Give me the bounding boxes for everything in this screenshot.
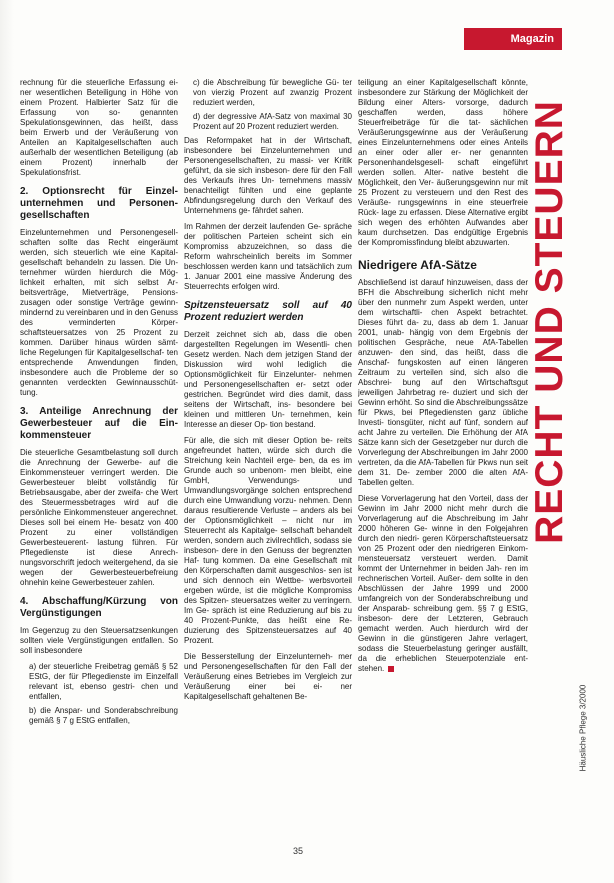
list-item: • c) die Abschreibung für bewegliche Gü- ter von vierzig Prozent auf zwanzig Prozent reduziert werden, <box>193 78 352 108</box>
source-text: Häusliche Pflege 3/2000 <box>578 684 588 772</box>
list-item: • d) der degressive AfA-Satz von maximal 30 Prozent auf 20 Prozent reduziert werden. <box>193 112 352 132</box>
list-item: • a) der steuerliche Freibetrag gemäß § 52 EStG, der für Pflegedienste im Einzelfall relevant ist, ebenso gestri- chen und entfallen, <box>29 662 178 702</box>
paragraph: Die Besserstellung der Einzelunterneh- mer und Personengesellschaften für den Fall der Veräußerung eines Betriebes im Vergleich zur Veräußerung einer bei ei- ner Kapitalgesellschaft gehaltenen Be- <box>184 652 352 701</box>
paragraph-text: Diese Vorverlagerung hat den Vorteil, dass der Gewinn im Jahr 2000 nicht mehr durch die Vorverlagerung auf die Abschreibung im Jahr 2000 höheren Ge- winne in den Folgejahren durch den niedri- geren Körperschaftsteuersatz von 25 Prozent oder den niedrigeren Einkom- mensteuersatz versteuert werden. Damit kommt der Unternehmer in beiden Jah- ren im rechnerischen Vorteil. Außer- dem sollte in den Abschlüssen der Jahre 1999 und 2000 umfangreich von der Sonderabschreibung und der Ansparab- schreibung gem. §§ 7 g EStG, insbeson- dere der Letzteren, Gebrauch gemacht werden. Auch hierdurch wird der Gewinn in die günstigeren Jahre verlagert, sodass die Steuerbelastung geringer ausfällt, da die erheblichen Steuerpotenziale ent- stehen. <box>358 494 528 673</box>
subheading: Niedrigere AfA-Sätze <box>358 258 477 272</box>
end-of-article-square <box>388 666 394 672</box>
column-1 <box>20 78 178 847</box>
subheading: 2. Optionsrecht für Einzel- unternehmen und Personen- gesellschaften <box>20 186 178 221</box>
subheading: Spitzensteuersatz soll auf 40 Prozent reduziert werden <box>184 300 352 323</box>
spine-title: RECHT UND STEUERN <box>528 100 571 544</box>
paragraph: Im Rahmen der derzeit laufenden Ge- spräche der politischen Parteien scheint sich ein Kompromiss abzuzeichnen, so dass die Reform wahrscheinlich bereits im Sommer beschlossen werden kann und tatsächlich zum 1. Januar 2001 eine massive Änderung des Steuerrechts erfolgen wird. <box>184 222 352 291</box>
subheading: 3. Anteilige Anrechnung der Gewerbesteuer auf die Ein- kommensteuer <box>20 406 178 441</box>
list <box>184 78 352 132</box>
paragraph: Das Reformpaket hat in der Wirtschaft, insbesondere bei Einzelunternehmen und Personengesellschaften, zu massi- ver Kritik geführt, da sie sich insbeson- dere für den Fall des Verkaufs ihres Un- ternehmens massiv benachteiligt fühlten und eine geplante Abfindungsregelung durch den Verkauf des Unternehmens ge- fährdet sahen. <box>184 136 352 215</box>
section-spine <box>528 62 572 582</box>
paragraph: Für alle, die sich mit dieser Option be- reits angefreundet hatten, würde sich durch die Streichung kein Nachteil erge- ben, da es im Grunde auch so unbenom- men bleibt, eine GmbH, Verwendungs- und Umwandlungsvorgänge solchen entsprechend durch eine Umwandlung vorzu- nehmen. Denn daraus resultierende Verluste – anders als bei der Optionsmöglichkeit – nicht nur im Steuerrecht als Kapitalge- sellschaft behandelt werden, sondern auch zivilrechtlich, sodass sie insbeson- dere in den Genuss der begrenzten Haf- tung kommen. Da eine Gesellschaft mit den Körperschaften damit ausgeschlos- sen ist und sich dennoch ein Wettbe- werbsvorteil ergeben würde, ist die mögliche Kompromiss des Spitzen- steuersatzes weiter zu verringern. Im Ge- spräch ist eine Reduzierung auf bis zu 40 Prozent-Punkte, das heißt eine Re- duzierung des Spitzensteuersatzes auf 40 Prozent. <box>184 436 352 645</box>
paragraph: Einzelunternehmen und Personengesell- schaften sollte das Recht eingeräumt werden, sich steuerlich wie eine Kapital- gesellschaft behandeln zu lassen. Die Un- ternehmer würden hierdurch die Mög- lichkeit erhalten, mit sich selbst Ar- beitsverträge, Mietverträge, Pensions- zusagen oder sonstige Verträge gewinn- mindernd zu vereinbaren und in den Genuss des verminderten Körper- schaftsteuersatzes von 25 Prozent zu kommen. Darüber hinaus würden sämt- liche Regelungen für Kapitalgesellschaf- ten entsprechende Anwendungen finden, insbesondere auch die Probleme der so genannten verdeckten Gewinnausschüt- tung. <box>20 228 178 397</box>
column-3 <box>358 78 528 847</box>
paragraph: Abschließend ist darauf hinzuweisen, dass der BFH die Abschreibung sicherlich nicht mehr über den nunmehr zum Aspekt werden, unter dem wirtschaftli- chen Aspekt betrachtet. Dieses führt da- zu, dass ab dem 1. Januar 2001, unab- hängig von dem Ergebnis der politischen Gespräche, neue AfA-Tabellen anzuwen- den sind, das heißt, dass die Anschaf- fungskosten auf einen längeren Zeitraum zu verteilen sind, sich also die Abschrei- bung auf den Wirtschaftsgut jeweiligen Jahrbetrag re- duziert und sich der Gewinn erhöht. So sind die Abschreibungssätze für Pkws, bei Pflegediensten ganz übliche Investi- tionsgüter, nicht auf fünf, sondern auf acht Jahre zu verteilen. Die Erhöhung der AfA Sätze kann sich der Gesetzgeber nur durch die Vorverlegung der Abschreibungen im Jahr 2000 vertreten, da die AfA-Tabellen für Pkws nun seit dem 31. De- zember 2000 die alten AfA-Tabellen gelten. <box>358 278 528 487</box>
paragraph: rechnung für die steuerliche Erfassung ei- ner wesentlichen Beteiligung in Höhe von einem Prozent. Halbierter Satz für die Erfassung von so- genannten Spekulationsgewinnen, das heißt, dass beim Erwerb und der Veräußerung von Anteilen an Kapitalgesellschaften auch außerhalb der wesentlichen Beteiligung (ab einem Prozent) innerhalb der Spekulationsfrist. <box>20 78 178 177</box>
paragraph: teiligung an einer Kapitalgesellschaft könnte, insbesondere zur Stärkung der Möglichkeit der Bildung einer Alters- vorsorge, dadurch geschaffen werden, dass höhere Steuerfreibeträge für die tat- sächlichen Veräußerungsgewinne aus der Veräußerung eines Einzelunternehmens oder eines Anteils an einer oder aller er- ner genannten Personenhandelsgesell- schaft eingeführt werden sollen. Alter- native besteht die Möglichkeit, den Ver- äußerungsgewinn nur mit 25 Prozent zu versteuern und den Rest des Veräuße- rungsgewinns in eine steuerfreie Rück- lage zu erfassen. Diese Alternative ergibt sich wegen des erhöhten Aufwandes aber kaum durchsetzen. Das endgültige Ergebnis der Kompromissfindung bleibt abzuwarten. <box>358 78 528 247</box>
page-margin-shadow <box>0 0 14 883</box>
list-item: • b) die Anspar- und Sonderabschreibung gemäß § 7 g EStG entfallen, <box>29 706 178 726</box>
column-2 <box>184 78 352 847</box>
page-number: 35 <box>292 846 303 856</box>
list <box>20 662 178 726</box>
source-note <box>575 628 591 828</box>
paragraph: Derzeit zeichnet sich ab, dass die oben dargestellten Regelungen im Wesentli- chen Gesetz werden. Nach dem jetzigen Stand der Diskussion wird wohl lediglich die Optionsmöglichkeit für Einzelunter- nehmen und Personengesellschaften er- setzt oder gestrichen. Begründet wird dies damit, dass seitens der Wirtschaft, ins- besondere bei kleinen und mittleren Un- ternehmen, kein Interesse an dieser Op- tion bestand. <box>184 330 352 429</box>
paragraph: Die steuerliche Gesamtbelastung soll durch die Anrechnung der Gewerbe- auf die Einkommensteuer verringert werden. Die Gewerbesteuer bleibt vollständig für Betriebsausgabe, aber der zweifa- che Wert des Steuermessbetrages wird auf die persönliche Einkommensteuer angerechnet. Dieses soll bei einem He- besatz von 400 Prozent zu einer vollständigen Gewerbesteuerent- lastung führen. Für Pflegedienste ist diese Anrech- nungsvorschrift jedoch weitergehend, da sie wegen der Gewerbesteuerbefreiung ohnehin keine Gewerbesteuer zahlen. <box>20 448 178 587</box>
section-tab: Magazin <box>464 28 562 50</box>
paragraph <box>358 494 528 674</box>
paragraph: Im Gegenzug zu den Steuersatzsenkungen sollten viele Vergünstigungen entfallen. So soll insbesondere <box>20 626 178 655</box>
subheading: 4. Abschaffung/Kürzung von Vergünstigungen <box>20 596 178 619</box>
